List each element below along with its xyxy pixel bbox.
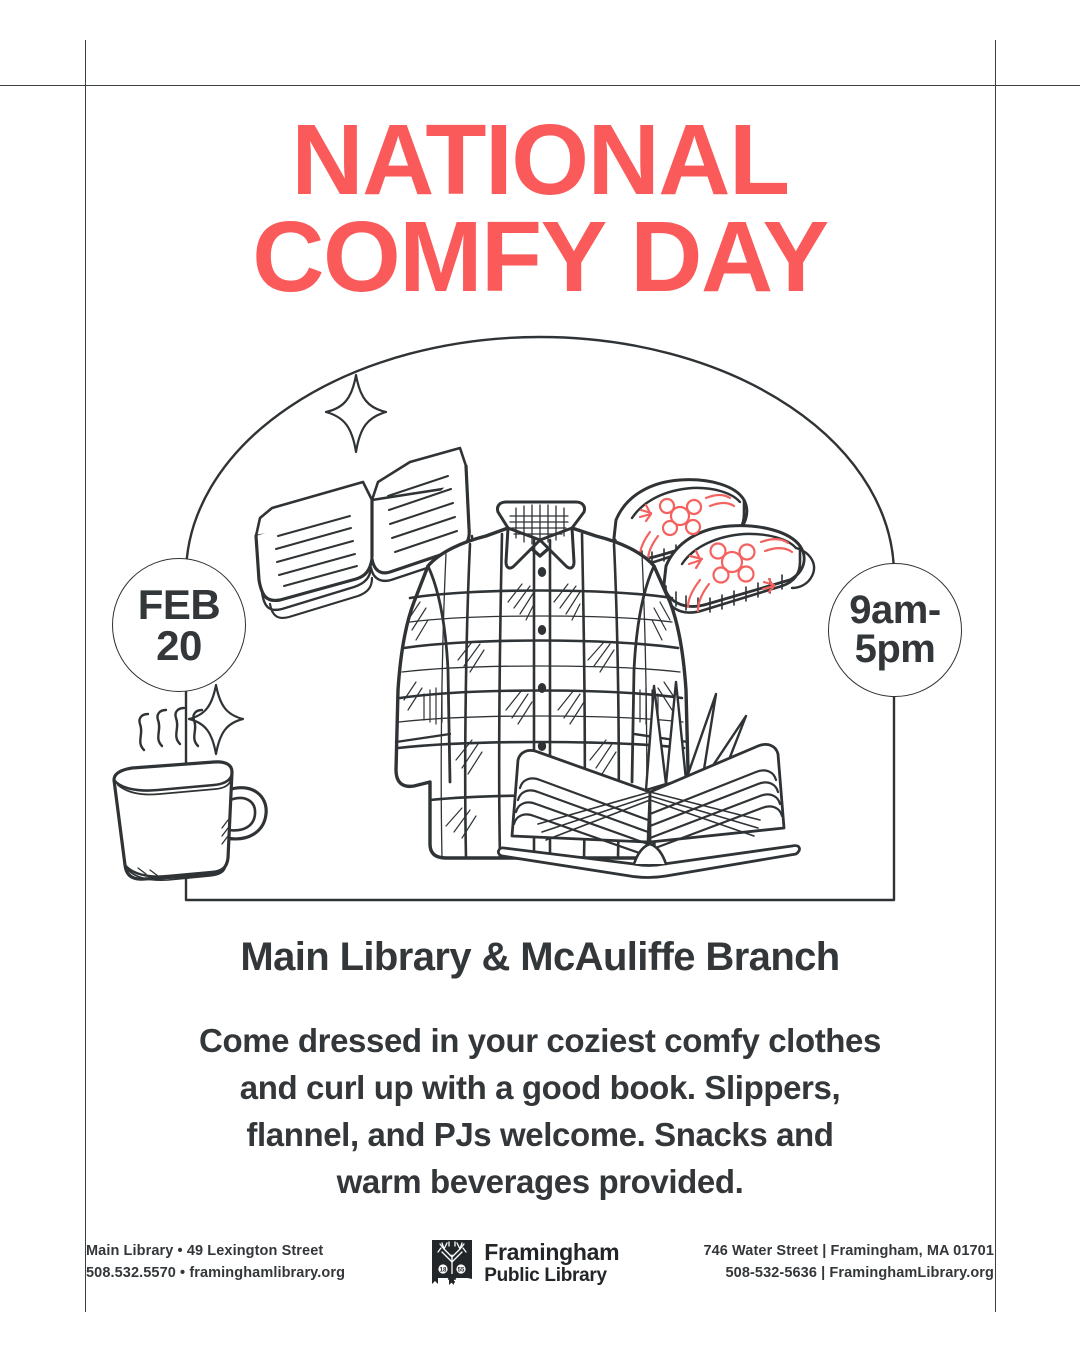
poster-title [0,104,1080,313]
description-line-4: warm beverages provided. [336,1162,744,1200]
logo-wordmark [484,1241,619,1285]
main-library-contact [86,1238,345,1285]
main-library-address: Main Library • 49 Lexington Street [86,1243,324,1259]
date-badge [112,558,246,692]
title-line-1: NATIONAL [291,104,789,216]
coffee-mug-icon [114,708,266,880]
mcauliffe-address: 746 Water Street | Framingham, MA 01701 [703,1243,994,1259]
logo-wordmark-line-1: Framingham [484,1239,620,1265]
title-line-2: COMFY DAY [252,201,828,313]
description-line-1: Come dressed in your coziest comfy clothes [199,1022,881,1059]
time-badge-start: 9am- [849,587,941,632]
time-badge-end: 5pm [854,627,936,671]
event-description [140,1018,940,1205]
mcauliffe-phone-web: 508-532-5636 | FraminghamLibrary.org [725,1265,994,1282]
library-tree-book-logo-icon [429,1238,475,1288]
logo-year-first: 18 [439,1267,447,1274]
mcauliffe-branch-contact [703,1238,994,1285]
time-badge [828,563,962,697]
framingham-public-library-logo [429,1238,619,1288]
sparkle-icon [326,375,386,452]
date-badge-day: 20 [156,622,202,669]
date-badge-month: FEB [137,580,221,628]
logo-wordmark-line-2: Public Library [484,1265,607,1286]
footer [86,1238,994,1288]
crop-mark-horizontal-top [0,85,1080,86]
location-heading: Main Library & McAuliffe Branch [240,935,840,979]
logo-year-second: 55 [457,1267,465,1274]
main-library-phone-web: 508.532.5570 • framinghamlibrary.org [86,1265,346,1282]
description-line-2: and curl up with a good book. Slippers, [239,1068,841,1106]
description-line-3: flannel, and PJs welcome. Snacks and [246,1115,834,1153]
